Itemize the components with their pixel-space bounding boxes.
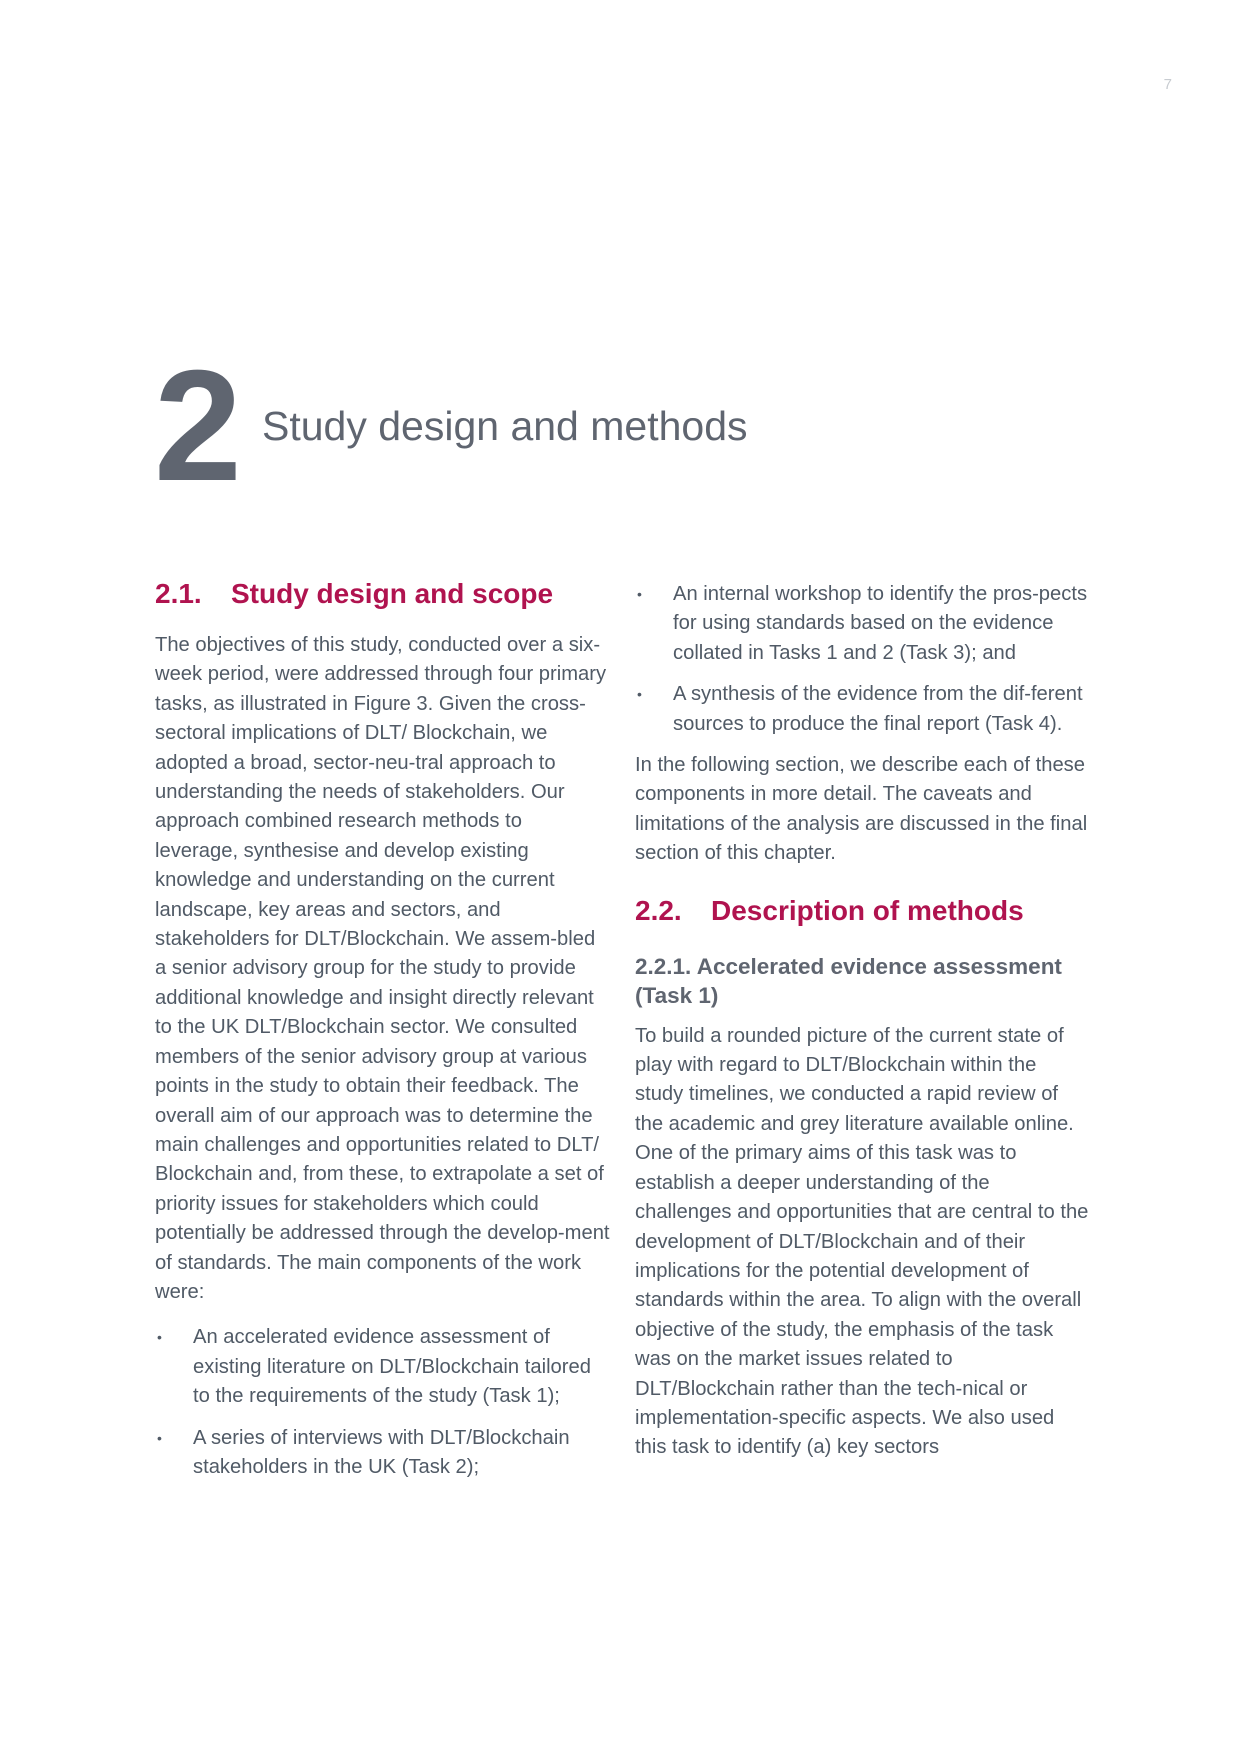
section-title: Study design and scope [231,578,554,609]
section-heading-2-1 [155,577,610,611]
subsection-heading-2-2-1: 2.2.1. Accelerated evidence assessment (Task 1) [635,953,1062,1008]
list-item: • A series of interviews with DLT/Blockchain stakeholders in the UK (Task 2); [155,1424,610,1483]
right-column [635,580,1090,1475]
overview-paragraph: In the following section, we describe each of these components in more detail. The caveats and limitations of the analysis are discussed in the final section of this chapter. [635,754,1088,865]
section-title: Description of methods [711,894,1024,926]
section-heading-2-2 [635,894,1090,928]
left-column [155,580,610,1494]
task1-paragraph: To build a rounded picture of the current state of play with regard to DLT/Blockchain within the study timelines, we conducted a rapid review of the academic and grey literature available online. One of the primary aims of this task was to establish a deeper understanding of the challenges and opportunities that are central to the development of DLT/Blockchain and of their implications for the potential development of standards within the area. To align with the overall objective of the study, the emphasis of the task was on the market issues related to DLT/Blockchain rather than the tech-nical or implementation-specific aspects. We also used this task to identify (a) key sectors [635,1024,1089,1459]
list-item: • A synthesis of the evidence from the dif-ferent sources to produce the final report (Task 4). [635,680,1090,739]
components-list-continued [635,580,1090,739]
chapter-title: Study design and methods [262,403,748,449]
chapter-number: 2 [154,338,238,514]
intro-paragraph: The objectives of this study, conducted over a six-week period, were addressed through four primary tasks, as illustrated in Figure 3. Given the cross-sectoral implications of DLT/ Blockchain, we adopted a broad, sector-neu-tral approach to understanding the needs of stakeholders. Our approach combined research methods to leverage, synthesise and develop existing knowledge and understanding on the current landscape, key areas and sectors, and stakeholders for DLT/Blockchain. We assem-bled a senior advisory group for the study to provide additional knowledge and insight directly relevant to the UK DLT/Blockchain sector. We consulted members of the senior advisory group at various points in the study to obtain their feedback. The overall aim of our approach was to determine the main challenges and opportunities related to DLT/ Blockchain and, from these, to extrapolate a set of priority issues for stakeholders which could potentially be addressed through the develop-ment of standards. The main components of the work were: [155,634,610,1303]
components-list [155,1323,610,1482]
page-number: 7 [1163,76,1172,93]
list-item: • An internal workshop to identify the pros-pects for using standards based on the evidence collated in Tasks 1 and 2 (Task 3); and [635,580,1090,668]
section-number: 2.1. [155,578,202,609]
list-item: • An accelerated evidence assessment of existing literature on DLT/Blockchain tailored to the requirements of the study (Task 1); [155,1323,610,1411]
section-number: 2.2. [635,894,682,926]
